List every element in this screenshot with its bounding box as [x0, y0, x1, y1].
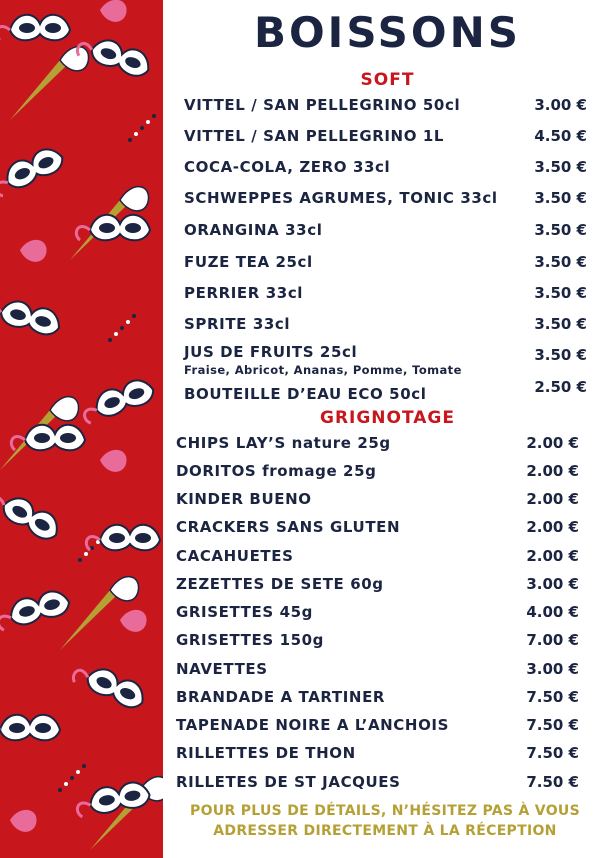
menu-item-name: ORANGINA 33cl: [184, 221, 323, 239]
menu-item-price: 2.00 €: [526, 518, 579, 536]
section-heading-grignotage: GRIGNOTAGE: [319, 408, 455, 428]
menu-item-price: 3.50 €: [534, 346, 587, 364]
menu-item-price: 3.00 €: [534, 96, 587, 114]
menu-item-name: TAPENADE NOIRE A L’ANCHOIS: [176, 716, 450, 734]
menu-item-name: BOUTEILLE D’EAU ECO 50cl: [184, 385, 427, 403]
decorative-mask-panel: [0, 0, 163, 858]
menu-item-name: CHIPS LAY’S nature 25g: [176, 434, 391, 452]
section-heading-soft: SOFT: [360, 70, 415, 90]
menu-item-name: JUS DE FRUITS 25cl: [184, 343, 358, 361]
menu-item-name: NAVETTES: [176, 660, 268, 678]
menu-item-price: 3.00 €: [526, 575, 579, 593]
footer-note: [163, 801, 607, 841]
menu-item-flavors: Fraise, Abricot, Ananas, Pomme, Tomate: [184, 363, 462, 377]
footer-line-1: POUR PLUS DE DÉTAILS, N’HÉSITEZ PAS À VOUS: [190, 803, 580, 819]
menu-item-name: RILLETTES DE THON: [176, 744, 356, 762]
menu-item-price: 2.00 €: [526, 462, 579, 480]
menu-item-price: 3.50 €: [534, 253, 587, 271]
page-title: BOISSONS: [253, 8, 522, 57]
menu-item-name: ZEZETTES DE SETE 60g: [176, 575, 384, 593]
menu-item-name: SPRITE 33cl: [184, 315, 291, 333]
menu-item-name: RILLETES DE ST JACQUES: [176, 773, 401, 791]
menu-item-name: FUZE TEA 25cl: [184, 253, 313, 271]
footer-line-2: ADRESSER DIRECTEMENT À LA RÉCEPTION: [213, 823, 557, 839]
menu-item-price: 3.00 €: [526, 660, 579, 678]
menu-item-price: 7.00 €: [526, 631, 579, 649]
menu-item-name: PERRIER 33cl: [184, 284, 304, 302]
menu-item-price: 3.50 €: [534, 284, 587, 302]
menu-item-price: 2.00 €: [526, 490, 579, 508]
menu-item-price: 2.00 €: [526, 434, 579, 452]
menu-item-name: CACAHUETES: [176, 547, 294, 565]
menu-item-name: DORITOS fromage 25g: [176, 462, 377, 480]
menu-item-price: 3.50 €: [534, 221, 587, 239]
menu-item-name: VITTEL / SAN PELLEGRINO 1L: [184, 127, 445, 145]
menu-item-price: 7.50 €: [526, 716, 579, 734]
menu-item-price: 2.50 €: [534, 378, 587, 396]
menu-item-name: CRACKERS SANS GLUTEN: [176, 518, 401, 536]
menu-item-price: 4.00 €: [526, 603, 579, 621]
menu-item-price: 3.50 €: [534, 189, 587, 207]
menu-item-price: 4.50 €: [534, 127, 587, 145]
menu-item-price: 2.00 €: [526, 547, 579, 565]
menu-item-price: 3.50 €: [534, 315, 587, 333]
menu-item-price: 7.50 €: [526, 688, 579, 706]
menu-item-name: BRANDADE A TARTINER: [176, 688, 386, 706]
menu-item-price: 3.50 €: [534, 158, 587, 176]
menu-item-name: KINDER BUENO: [176, 490, 312, 508]
carnival-masks-pattern-icon: [0, 0, 163, 858]
menu-item-price: 7.50 €: [526, 773, 579, 791]
menu-item-name: SCHWEPPES AGRUMES, TONIC 33cl: [184, 189, 498, 207]
menu-item-name: GRISETTES 45g: [176, 603, 313, 621]
menu-item-price: 7.50 €: [526, 744, 579, 762]
menu-item-name: COCA-COLA, ZERO 33cl: [184, 158, 391, 176]
menu-item-name: GRISETTES 150g: [176, 631, 325, 649]
menu-item-name: VITTEL / SAN PELLEGRINO 50cl: [184, 96, 461, 114]
